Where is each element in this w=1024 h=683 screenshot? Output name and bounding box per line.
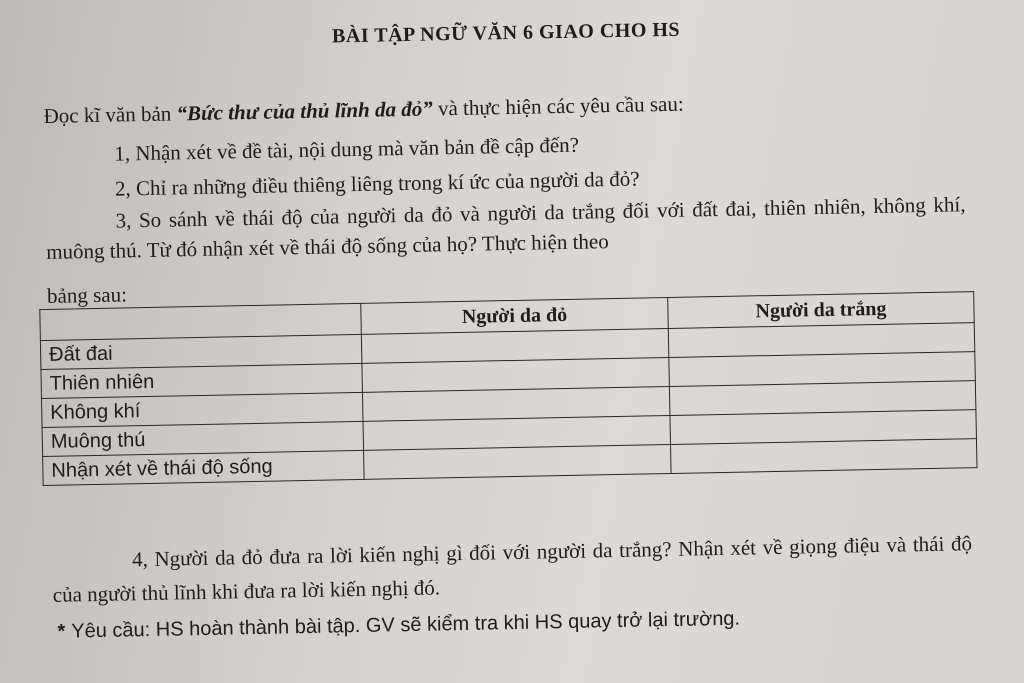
question-4: 4, Người da đỏ đưa ra lời kiến nghị gì đối với người da trắng? Nhận xét về giọng điệu và thái độ của người thủ lĩnh khi đưa ra lời kiến nghị đó.	[52, 531, 973, 607]
table-cell	[364, 444, 672, 479]
question-2: 2, Chỉ ra những điều thiêng liêng trong kí ức của người da đỏ?	[114, 166, 640, 201]
table-cell	[671, 439, 978, 474]
row-label: Thiên nhiên	[41, 363, 362, 398]
note-text: Yêu cầu: HS hoàn thành bài tập. GV sẽ kiểm tra khi HS quay trở lại trường.	[71, 607, 741, 643]
asterisk-icon: *	[57, 620, 66, 643]
intro-suffix: và thực hiện các yêu cầu sau:	[432, 91, 684, 121]
row-label: Đất đai	[40, 334, 361, 369]
requirement-note	[57, 604, 740, 647]
intro-prefix: Đọc kĩ văn bản	[43, 101, 177, 128]
question-3: 3, So sánh về thái độ của người da đỏ và người da trắng đối với đất đai, thiên nhiên, không khí, muông thú. Từ đó nhận xét về thái độ sống của họ? Thực hiện theo	[45, 192, 966, 264]
row-label: Nhận xét về thái độ sống	[43, 450, 364, 485]
question-1: 1, Nhận xét về đề tài, nội dung mà văn bản đề cập đến?	[114, 132, 580, 166]
document-title: BÀI TẬP NGỮ VĂN 6 GIAO CHO HS	[331, 18, 681, 48]
table-lead: bảng sau:	[46, 282, 128, 308]
row-label: Muông thú	[42, 421, 363, 456]
book-title: “Bức thư của thủ lĩnh da đỏ”	[176, 96, 433, 126]
row-label: Không khí	[42, 392, 363, 427]
comparison-table	[39, 291, 977, 486]
table-header-white: Người da trắng	[668, 292, 975, 329]
intro-paragraph	[43, 89, 684, 131]
table-header-red: Người da đỏ	[361, 298, 669, 335]
